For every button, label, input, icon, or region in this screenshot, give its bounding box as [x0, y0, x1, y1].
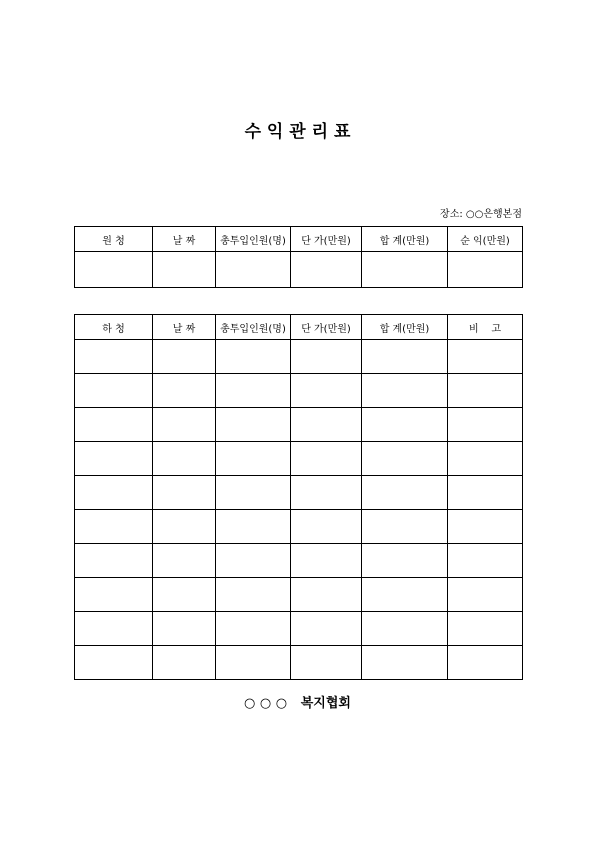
table-cell[interactable] — [75, 510, 153, 544]
table-cell[interactable] — [153, 646, 216, 680]
table-cell[interactable] — [75, 612, 153, 646]
table-cell[interactable] — [153, 612, 216, 646]
table-cell[interactable] — [291, 374, 362, 408]
table-cell[interactable] — [448, 510, 523, 544]
table-cell[interactable] — [448, 544, 523, 578]
column-header: 총투입인원(명) — [216, 315, 291, 340]
table-row — [75, 374, 523, 408]
table-cell[interactable] — [448, 340, 523, 374]
column-header: 날 짜 — [153, 315, 216, 340]
table-cell[interactable] — [75, 578, 153, 612]
table-cell[interactable] — [291, 408, 362, 442]
column-header: 단 가(만원) — [291, 315, 362, 340]
table-cell[interactable] — [75, 340, 153, 374]
table-cell[interactable] — [216, 476, 291, 510]
table-cell[interactable] — [362, 578, 448, 612]
column-header: 합 계(만원) — [362, 227, 448, 252]
column-header: 원 청 — [75, 227, 153, 252]
table-cell[interactable] — [291, 476, 362, 510]
subcontract-table — [74, 314, 523, 680]
table-cell[interactable] — [153, 408, 216, 442]
table-cell[interactable] — [362, 544, 448, 578]
column-header: 비 고 — [448, 315, 523, 340]
table-cell[interactable] — [362, 612, 448, 646]
table-header-row — [75, 227, 523, 252]
table-cell[interactable] — [362, 646, 448, 680]
table-cell[interactable] — [448, 408, 523, 442]
table-cell[interactable] — [448, 612, 523, 646]
table-cell[interactable] — [75, 252, 153, 288]
table-cell[interactable] — [216, 340, 291, 374]
table-row — [75, 646, 523, 680]
table-cell[interactable] — [362, 408, 448, 442]
table-cell[interactable] — [75, 646, 153, 680]
table-cell[interactable] — [362, 476, 448, 510]
table-cell[interactable] — [362, 252, 448, 288]
table-cell[interactable] — [448, 646, 523, 680]
table-row — [75, 476, 523, 510]
table-cell[interactable] — [216, 646, 291, 680]
table-cell[interactable] — [216, 544, 291, 578]
table-cell[interactable] — [75, 544, 153, 578]
column-header: 순 익(만원) — [448, 227, 523, 252]
table-cell[interactable] — [153, 374, 216, 408]
table-row — [75, 612, 523, 646]
table-row — [75, 442, 523, 476]
table-cell[interactable] — [362, 374, 448, 408]
table-cell[interactable] — [291, 340, 362, 374]
column-header: 날 짜 — [153, 227, 216, 252]
table-cell[interactable] — [153, 544, 216, 578]
table-header-row — [75, 315, 523, 340]
table-cell[interactable] — [216, 408, 291, 442]
table-cell[interactable] — [75, 408, 153, 442]
page-title: 수 익 관 리 표 — [244, 122, 351, 142]
table-cell[interactable] — [291, 646, 362, 680]
table-cell[interactable] — [291, 544, 362, 578]
table-cell[interactable] — [75, 476, 153, 510]
table-cell[interactable] — [291, 442, 362, 476]
table-cell[interactable] — [362, 442, 448, 476]
table-cell[interactable] — [75, 374, 153, 408]
location-label: 장소: ○○은행본점 — [440, 209, 522, 220]
table-cell[interactable] — [153, 510, 216, 544]
table-cell[interactable] — [153, 442, 216, 476]
table-cell[interactable] — [75, 442, 153, 476]
table-row — [75, 252, 523, 288]
column-header: 단 가(만원) — [291, 227, 362, 252]
table-row — [75, 408, 523, 442]
table-cell[interactable] — [448, 252, 523, 288]
table-cell[interactable] — [448, 374, 523, 408]
table-cell[interactable] — [291, 252, 362, 288]
table-row — [75, 510, 523, 544]
table-cell[interactable] — [291, 510, 362, 544]
table-cell[interactable] — [216, 578, 291, 612]
table-row — [75, 340, 523, 374]
column-header: 하 청 — [75, 315, 153, 340]
main-contract-table — [74, 226, 523, 288]
table-cell[interactable] — [216, 442, 291, 476]
table-cell[interactable] — [153, 340, 216, 374]
table-cell[interactable] — [153, 578, 216, 612]
table-cell[interactable] — [216, 510, 291, 544]
table-cell[interactable] — [291, 612, 362, 646]
table-cell[interactable] — [216, 374, 291, 408]
table-cell[interactable] — [153, 476, 216, 510]
table-cell[interactable] — [448, 578, 523, 612]
column-header: 합 계(만원) — [362, 315, 448, 340]
column-header: 총투입인원(명) — [216, 227, 291, 252]
table-cell[interactable] — [153, 252, 216, 288]
table-cell[interactable] — [362, 340, 448, 374]
table-cell[interactable] — [216, 252, 291, 288]
table-cell[interactable] — [291, 578, 362, 612]
table-row — [75, 544, 523, 578]
table-cell[interactable] — [216, 612, 291, 646]
organization-name: ○ ○ ○ 복지협회 — [244, 696, 351, 711]
table-cell[interactable] — [448, 476, 523, 510]
table-cell[interactable] — [448, 442, 523, 476]
table-row — [75, 578, 523, 612]
table-cell[interactable] — [362, 510, 448, 544]
